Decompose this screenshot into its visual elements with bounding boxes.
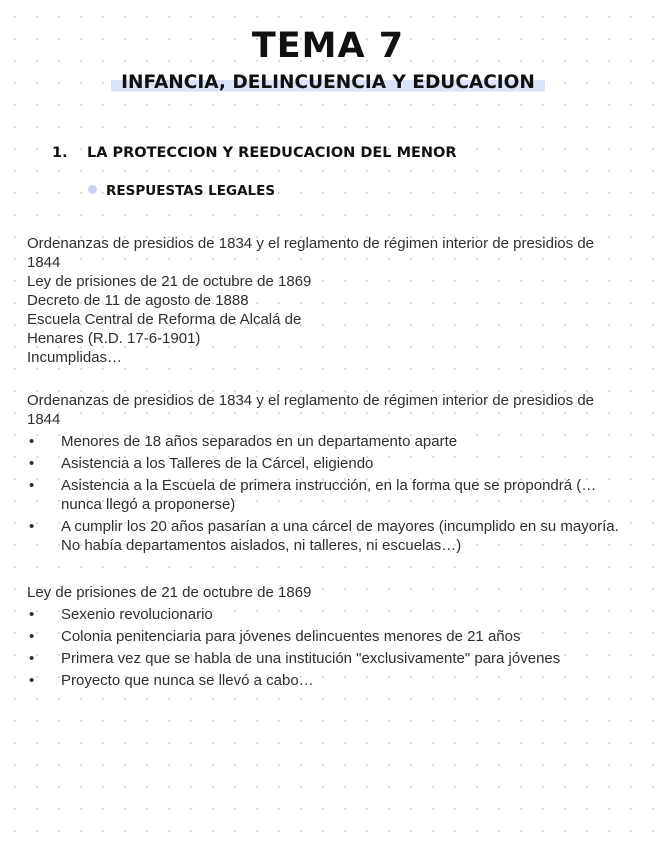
list-item-text: Primera vez que se habla de una institución "exclusivamente" para jóvenes	[61, 650, 561, 667]
page-title: TEMA 7	[251, 26, 405, 66]
list-item-text: Sexenio revolucionario	[61, 606, 213, 623]
list-item	[27, 671, 627, 690]
list-item	[27, 454, 627, 473]
bullet-list	[27, 605, 627, 690]
section-heading	[52, 143, 457, 163]
bullet-icon: •	[29, 455, 35, 472]
list-item-text: Asistencia a la Escuela de primera instrucción, en la forma que se propondrá (…nunca llegó a proponerse)	[61, 477, 597, 513]
legal-line: Ordenanzas de presidios de 1834 y el reglamento de régimen interior de presidios de 1844	[27, 235, 595, 271]
list-item-text: A cumplir los 20 años pasarían a una cárcel de mayores (incumplido en su mayoría. No había departamentos aislados, ni talleres, ni escuelas…)	[61, 518, 619, 554]
section-number: 1.	[52, 145, 68, 161]
bullet-icon: •	[29, 433, 35, 450]
list-item-text: Colonia penitenciaria para jóvenes delincuentes menores de 21 años	[61, 628, 521, 645]
list-item	[27, 517, 627, 555]
list-item	[27, 432, 627, 451]
block-heading: Ley de prisiones de 21 de octubre de 1869	[27, 584, 312, 601]
bullet-list	[27, 432, 627, 555]
subheading-text: RESPUESTAS LEGALES	[106, 183, 276, 199]
bullet-icon: •	[29, 606, 35, 623]
bullet-icon: •	[29, 628, 35, 645]
list-item	[27, 649, 627, 668]
section-title: LA PROTECCION Y REEDUCACION DEL MENOR	[87, 145, 457, 161]
list-item-text: Asistencia a los Talleres de la Cárcel, eligiendo	[61, 455, 374, 472]
list-item-text: Proyecto que nunca se llevó a cabo…	[61, 672, 314, 689]
bullet-icon: •	[29, 672, 35, 689]
legal-line: Decreto de 11 de agosto de 1888	[27, 292, 249, 309]
subheading	[88, 181, 275, 201]
block-heading: Ordenanzas de presidios de 1834 y el reglamento de régimen interior de presidios de 1844	[27, 392, 595, 428]
legal-line: Incumplidas…	[27, 349, 123, 366]
bullet-icon: •	[29, 650, 35, 667]
list-item	[27, 605, 627, 624]
page-subtitle: INFANCIA, DELINCUENCIA Y EDUCACION	[111, 70, 545, 96]
list-item-text: Menores de 18 años separados en un departamento aparte	[61, 433, 458, 450]
legal-line: Henares (R.D. 17-6-1901)	[27, 330, 201, 347]
list-item	[27, 476, 627, 514]
bullet-dot-icon	[88, 185, 97, 194]
bullet-icon: •	[29, 518, 35, 535]
legal-line: Ley de prisiones de 21 de octubre de 1869	[27, 273, 312, 290]
ley-prisiones-block	[27, 583, 627, 690]
list-item	[27, 627, 627, 646]
bullet-icon: •	[29, 477, 35, 494]
ordenanzas-block	[27, 391, 627, 555]
legal-line: Escuela Central de Reforma de Alcalá de	[27, 311, 302, 328]
subtitle-container	[0, 70, 656, 96]
legal-list-block	[27, 234, 627, 367]
